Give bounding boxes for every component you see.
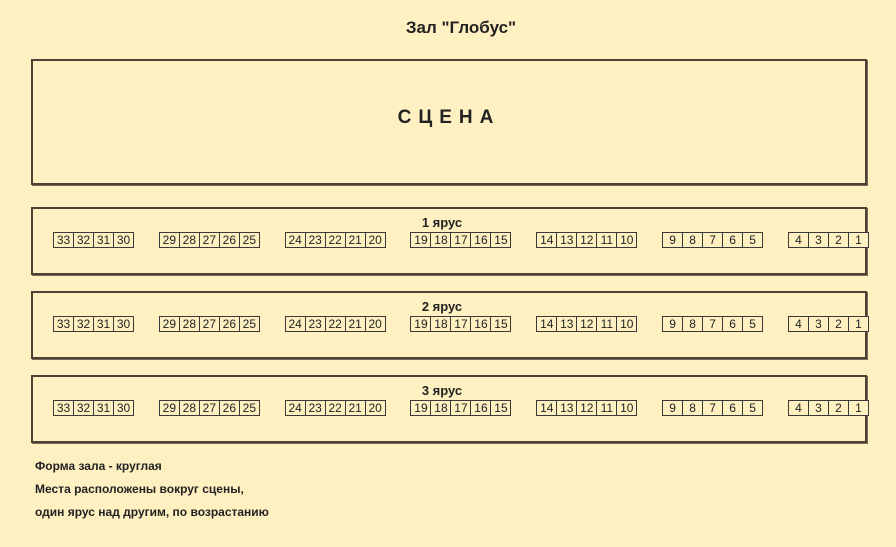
seat[interactable]: 17 [450, 232, 471, 248]
seat[interactable]: 4 [788, 400, 809, 416]
seat[interactable]: 18 [430, 400, 451, 416]
seat[interactable]: 18 [430, 316, 451, 332]
seat-group [410, 316, 511, 332]
seat[interactable]: 33 [53, 232, 74, 248]
note-hall-shape: Форма зала - круглая [35, 459, 162, 473]
seat[interactable]: 11 [596, 400, 617, 416]
seat[interactable]: 12 [576, 316, 597, 332]
seat-group [662, 232, 763, 248]
seat[interactable]: 7 [702, 316, 723, 332]
seat-group [53, 316, 134, 332]
seat[interactable]: 17 [450, 400, 471, 416]
seat-group [285, 400, 386, 416]
seat-group [159, 232, 260, 248]
seat[interactable]: 15 [490, 316, 511, 332]
seat[interactable]: 23 [305, 316, 326, 332]
stage-label: СЦЕНА [397, 107, 501, 128]
seat-group [788, 232, 869, 248]
seat[interactable]: 28 [179, 232, 200, 248]
seat[interactable]: 9 [662, 232, 683, 248]
seat[interactable]: 15 [490, 232, 511, 248]
seat[interactable]: 10 [616, 316, 637, 332]
seat[interactable]: 11 [596, 316, 617, 332]
seat[interactable]: 21 [345, 232, 366, 248]
seat-group [159, 316, 260, 332]
seat[interactable]: 4 [788, 232, 809, 248]
seat[interactable]: 27 [199, 400, 220, 416]
seat[interactable]: 2 [828, 316, 849, 332]
seat[interactable]: 14 [536, 232, 557, 248]
seat[interactable]: 33 [53, 400, 74, 416]
seat-group [53, 400, 134, 416]
seat[interactable]: 7 [702, 232, 723, 248]
seat-row [53, 232, 869, 248]
seat-group [285, 316, 386, 332]
seat-group [536, 232, 637, 248]
note-seat-arrangement: Места расположены вокруг сцены, [35, 482, 244, 496]
seat[interactable]: 3 [808, 232, 829, 248]
seat-group [788, 316, 869, 332]
seat-row [53, 316, 869, 332]
seat[interactable]: 25 [239, 400, 260, 416]
seat[interactable]: 13 [556, 316, 577, 332]
seat[interactable]: 27 [199, 316, 220, 332]
seat[interactable]: 32 [73, 400, 94, 416]
seat[interactable]: 5 [742, 316, 763, 332]
seat[interactable]: 21 [345, 400, 366, 416]
seat[interactable]: 31 [93, 316, 114, 332]
seat[interactable]: 16 [470, 232, 491, 248]
seat-group [662, 400, 763, 416]
seat[interactable]: 10 [616, 400, 637, 416]
seat-row [53, 400, 869, 416]
seat[interactable]: 25 [239, 232, 260, 248]
seat[interactable]: 30 [113, 316, 134, 332]
seat[interactable]: 27 [199, 232, 220, 248]
seat[interactable]: 20 [365, 316, 386, 332]
seat[interactable]: 18 [430, 232, 451, 248]
seat[interactable]: 6 [722, 232, 743, 248]
seat[interactable]: 22 [325, 400, 346, 416]
seat[interactable]: 22 [325, 232, 346, 248]
seat[interactable]: 8 [682, 400, 703, 416]
seat[interactable]: 8 [682, 232, 703, 248]
seat[interactable]: 29 [159, 232, 180, 248]
seat[interactable]: 33 [53, 316, 74, 332]
tier-label: 3 ярус [421, 383, 463, 398]
seat[interactable]: 5 [742, 232, 763, 248]
seat-group [410, 232, 511, 248]
stage [31, 59, 867, 185]
seat[interactable]: 6 [722, 316, 743, 332]
seat[interactable]: 23 [305, 232, 326, 248]
seat[interactable]: 29 [159, 400, 180, 416]
hall-title: Зал "Глобус" [405, 18, 517, 37]
seat[interactable]: 31 [93, 400, 114, 416]
tier-label: 2 ярус [421, 299, 463, 314]
seat[interactable]: 5 [742, 400, 763, 416]
seat[interactable]: 30 [113, 400, 134, 416]
seat[interactable]: 26 [219, 316, 240, 332]
tier-label: 1 ярус [421, 215, 463, 230]
seat[interactable]: 4 [788, 316, 809, 332]
seat[interactable]: 24 [285, 316, 306, 332]
seat[interactable]: 8 [682, 316, 703, 332]
tier-3 [31, 375, 867, 443]
seat-group [159, 400, 260, 416]
seat[interactable]: 16 [470, 400, 491, 416]
seat[interactable]: 10 [616, 232, 637, 248]
seat-group [53, 232, 134, 248]
seat-group [536, 400, 637, 416]
seat[interactable]: 2 [828, 400, 849, 416]
seat-group [662, 316, 763, 332]
seat[interactable]: 25 [239, 316, 260, 332]
tier-1 [31, 207, 867, 275]
seat[interactable]: 2 [828, 232, 849, 248]
seat[interactable]: 19 [410, 232, 431, 248]
seat[interactable]: 21 [345, 316, 366, 332]
seat-group [410, 400, 511, 416]
seat[interactable]: 3 [808, 316, 829, 332]
seat[interactable]: 23 [305, 400, 326, 416]
seat[interactable]: 32 [73, 316, 94, 332]
seat[interactable]: 22 [325, 316, 346, 332]
seat[interactable]: 29 [159, 316, 180, 332]
seat-group [536, 316, 637, 332]
seat-group [788, 400, 869, 416]
seat[interactable]: 16 [470, 316, 491, 332]
seat[interactable]: 28 [179, 400, 200, 416]
seat[interactable]: 12 [576, 232, 597, 248]
seat[interactable]: 13 [556, 232, 577, 248]
seat[interactable]: 12 [576, 400, 597, 416]
seat[interactable]: 1 [848, 232, 869, 248]
seat[interactable]: 3 [808, 400, 829, 416]
seat[interactable]: 13 [556, 400, 577, 416]
tier-2 [31, 291, 867, 359]
seat[interactable]: 17 [450, 316, 471, 332]
seat[interactable]: 31 [93, 232, 114, 248]
seat[interactable]: 1 [848, 316, 869, 332]
seat[interactable]: 7 [702, 400, 723, 416]
seat[interactable]: 11 [596, 232, 617, 248]
seat[interactable]: 6 [722, 400, 743, 416]
seat[interactable]: 24 [285, 400, 306, 416]
seat[interactable]: 30 [113, 232, 134, 248]
seat[interactable]: 26 [219, 232, 240, 248]
seat[interactable]: 1 [848, 400, 869, 416]
seat[interactable]: 19 [410, 400, 431, 416]
seat[interactable]: 20 [365, 232, 386, 248]
seat[interactable]: 14 [536, 316, 557, 332]
seat[interactable]: 19 [410, 316, 431, 332]
seat[interactable]: 24 [285, 232, 306, 248]
seat[interactable]: 20 [365, 400, 386, 416]
seat[interactable]: 9 [662, 316, 683, 332]
seat[interactable]: 15 [490, 400, 511, 416]
seat-group [285, 232, 386, 248]
seat[interactable]: 9 [662, 400, 683, 416]
seat[interactable]: 28 [179, 316, 200, 332]
seat[interactable]: 14 [536, 400, 557, 416]
seat[interactable]: 26 [219, 400, 240, 416]
seat[interactable]: 32 [73, 232, 94, 248]
note-tier-order: один ярус над другим, по возрастанию [35, 505, 269, 519]
